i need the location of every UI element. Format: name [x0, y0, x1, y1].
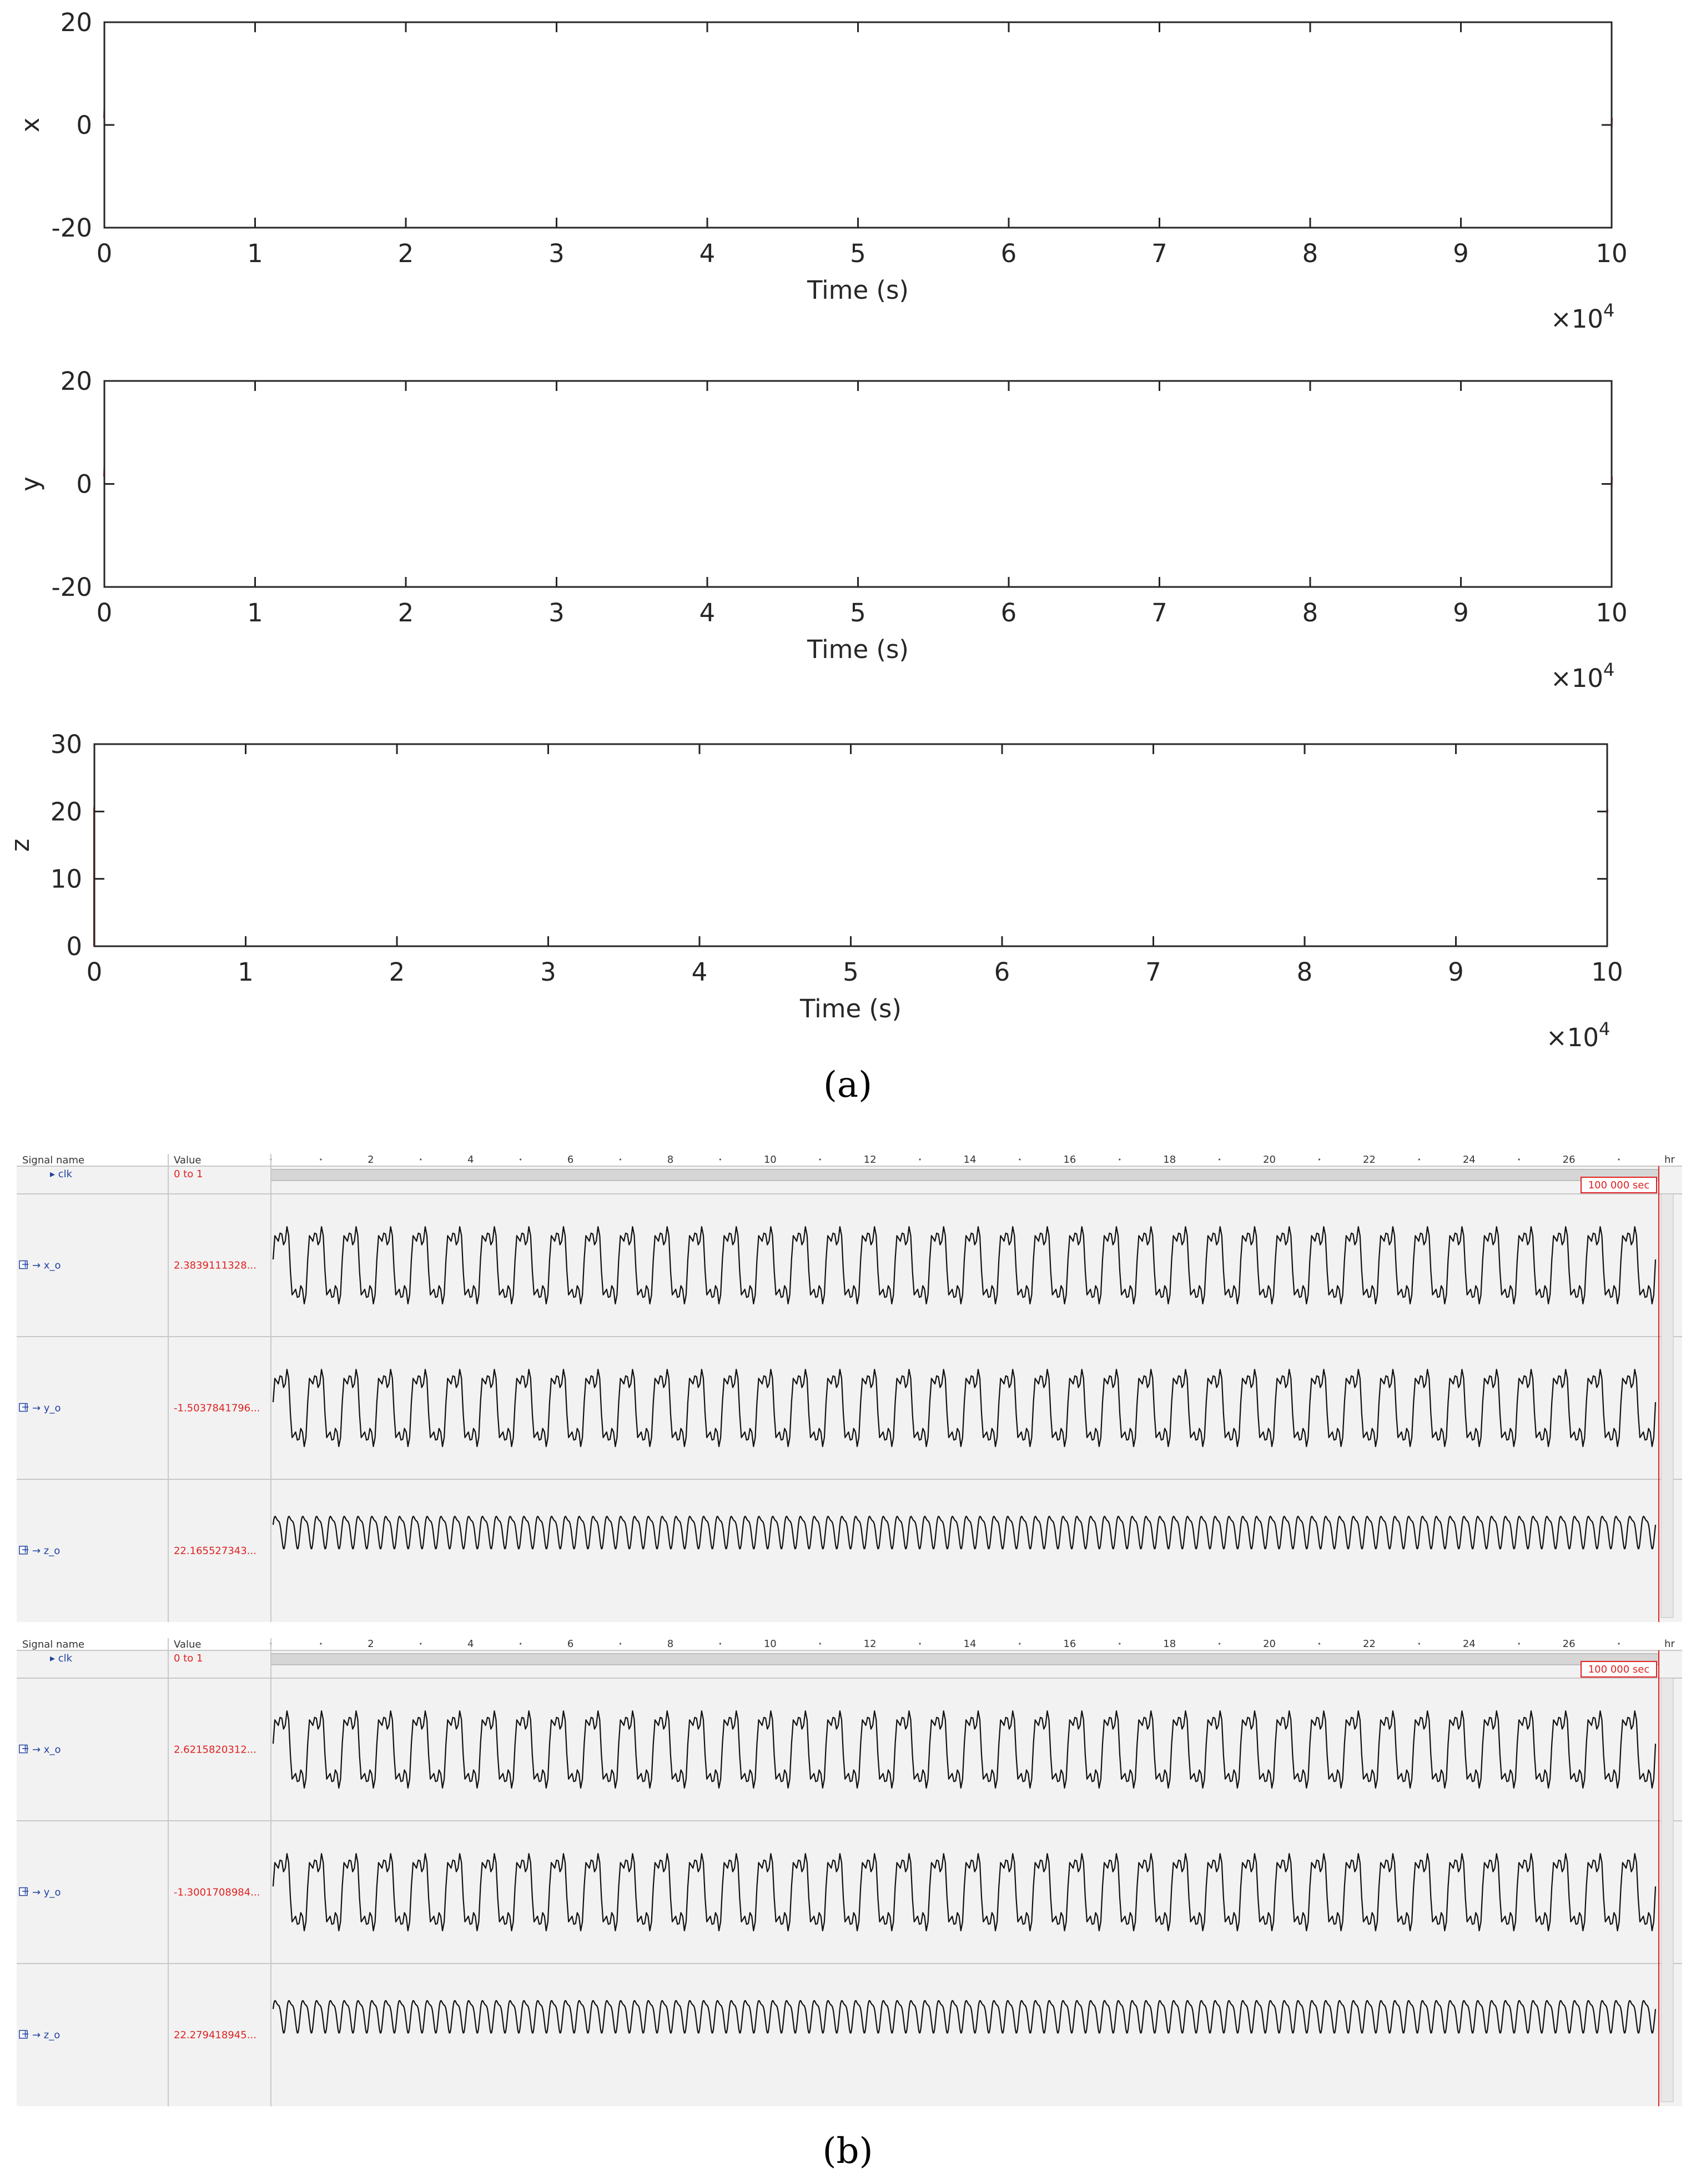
ruler-label[interactable]: 14 [963, 1154, 977, 1166]
x-tick-label: 1 [238, 957, 254, 987]
x-axis-label: Time (s) [807, 275, 909, 305]
x-tick-label: 8 [1302, 598, 1318, 627]
x-tick-label: 10 [1591, 957, 1623, 987]
x-multiplier: $\times 10^4$ [1551, 300, 1615, 334]
ruler-label[interactable]: 8 [667, 1638, 674, 1650]
signal-name[interactable]: → y_o [32, 1402, 61, 1414]
ruler-dot [1219, 1158, 1220, 1160]
ruler-label[interactable]: 18 [1163, 1638, 1176, 1650]
x-tick-label: 2 [397, 239, 414, 268]
ruler-dot [919, 1158, 920, 1160]
ruler-label[interactable]: 12 [863, 1154, 877, 1166]
vertical-scrollbar[interactable] [1661, 1678, 1673, 2102]
ruler-dot [620, 1158, 621, 1160]
header-row [17, 1154, 1682, 1166]
ruler-dot [1518, 1643, 1520, 1644]
ruler-dot [1119, 1643, 1120, 1644]
clk-value: 0 to 1 [174, 1168, 203, 1180]
ruler-dot [620, 1643, 621, 1644]
simulator-waveforms [17, 1154, 1682, 2106]
ruler-dot [1219, 1643, 1220, 1644]
ruler-label[interactable]: 26 [1562, 1638, 1576, 1650]
plus-icon: + [21, 1258, 30, 1271]
ruler-unit: hr [1664, 1154, 1675, 1166]
ruler-label[interactable]: 4 [467, 1154, 474, 1166]
x-tick-label: 5 [850, 598, 866, 627]
ruler-label[interactable]: 24 [1462, 1638, 1476, 1650]
value-header: Value [174, 1154, 202, 1166]
x-tick-label: 5 [850, 239, 866, 268]
x-multiplier: $\times 10^4$ [1546, 1018, 1611, 1052]
plus-icon: + [21, 1544, 30, 1556]
ruler-label[interactable]: 6 [567, 1154, 574, 1166]
ruler-label[interactable]: 14 [963, 1638, 977, 1650]
signal-name[interactable]: → x_o [32, 1744, 61, 1756]
x-tick-label: 8 [1296, 957, 1313, 987]
ruler-label[interactable]: 22 [1362, 1638, 1376, 1650]
x-multiplier: $\times 10^4$ [1551, 659, 1615, 693]
ruler-dot [1418, 1158, 1420, 1160]
figure-label-b: (b) [822, 2131, 873, 2172]
waveform-panel [17, 1154, 1682, 1622]
plot-frame [104, 381, 1612, 587]
signal-value: -1.5037841796... [174, 1402, 260, 1414]
x-tick-label: 2 [389, 957, 405, 987]
signal-value: -1.3001708984... [174, 1886, 260, 1899]
x-tick-label: 7 [1145, 957, 1161, 987]
signal-name[interactable]: → z_o [32, 2029, 61, 2041]
ruler-dot [320, 1158, 321, 1160]
ruler-label[interactable]: 10 [763, 1154, 777, 1166]
plus-icon: + [21, 2028, 30, 2040]
ruler-dot [1318, 1643, 1320, 1644]
signal-name[interactable]: → y_o [32, 1886, 61, 1899]
x-tick-label: 8 [1302, 239, 1318, 268]
x-tick-label: 1 [247, 239, 263, 268]
plot-frame [94, 744, 1607, 946]
x-axis-label: Time (s) [800, 994, 902, 1023]
ruler-dot [420, 1158, 421, 1160]
ruler-label[interactable]: 10 [763, 1638, 777, 1650]
clk-value: 0 to 1 [174, 1653, 203, 1664]
panel-background [17, 1154, 1682, 1622]
ruler-label[interactable]: 18 [1163, 1154, 1176, 1166]
ruler-label[interactable]: 6 [567, 1638, 574, 1650]
x-tick-label: 4 [691, 957, 708, 987]
x-tick-label: 3 [540, 957, 556, 987]
value-header: Value [174, 1639, 202, 1650]
plus-icon: + [21, 1401, 30, 1413]
y-axis-label: z [6, 839, 35, 852]
matlab-plots [6, 8, 1628, 1052]
x-tick-label: 10 [1596, 239, 1628, 268]
plot-frame [104, 22, 1612, 228]
ruler-dot [520, 1643, 521, 1644]
ruler-dot [1019, 1158, 1020, 1160]
y-tick-label: 20 [50, 797, 82, 827]
x-tick-label: 9 [1453, 598, 1469, 627]
x-tick-label: 2 [397, 598, 414, 627]
ruler-dot [1418, 1643, 1420, 1644]
y-tick-label: 20 [60, 8, 92, 37]
y-tick-label: 20 [60, 366, 92, 396]
clk-name[interactable]: ▸ clk [50, 1168, 73, 1180]
x-tick-label: 4 [699, 598, 716, 627]
ruler-label[interactable]: 2 [368, 1638, 374, 1650]
signal-name[interactable]: → z_o [32, 1545, 61, 1557]
x-tick-label: 0 [96, 239, 113, 268]
signal-value: 2.6215820312... [174, 1744, 256, 1756]
x-tick-label: 3 [548, 239, 565, 268]
x-tick-label: 9 [1453, 239, 1469, 268]
ruler-dot [1019, 1643, 1020, 1644]
signal-name[interactable]: → x_o [32, 1259, 61, 1272]
x-axis-label: Time (s) [807, 635, 909, 664]
ruler-dot [819, 1643, 821, 1644]
ruler-label[interactable]: 12 [863, 1638, 877, 1650]
ruler-dot [1518, 1158, 1520, 1160]
signal-value: 2.3839111328... [174, 1259, 256, 1272]
x-tick-label: 5 [843, 957, 859, 987]
x-tick-label: 0 [86, 957, 103, 987]
ruler-label[interactable]: 16 [1063, 1154, 1076, 1166]
y-tick-label: 0 [66, 932, 82, 961]
x-tick-label: 10 [1596, 598, 1628, 627]
y-tick-label: 30 [50, 730, 82, 759]
ruler-dot [420, 1643, 421, 1644]
ruler-label[interactable]: 8 [667, 1154, 674, 1166]
ruler-label[interactable]: 16 [1063, 1638, 1076, 1650]
z-plot [6, 730, 1623, 1052]
ruler-dot [719, 1158, 721, 1160]
x-tick-label: 7 [1151, 598, 1167, 627]
y-tick-label: -20 [51, 213, 92, 243]
clk-wave [271, 1654, 1659, 1665]
x-tick-label: 4 [699, 239, 716, 268]
y-tick-label: 0 [76, 469, 92, 499]
y-axis-label: y [16, 476, 45, 491]
plus-icon: + [21, 1885, 30, 1897]
ruler-dot [919, 1643, 920, 1644]
x-tick-label: 6 [1000, 598, 1017, 627]
y-axis-label: x [16, 117, 45, 133]
x-plot [16, 8, 1628, 334]
clk-name[interactable]: ▸ clk [50, 1653, 73, 1664]
ruler-unit: hr [1664, 1638, 1675, 1650]
ruler-dot [1318, 1158, 1320, 1160]
x-tick-label: 3 [548, 598, 565, 627]
signal-name-header: Signal name [22, 1154, 85, 1166]
ruler-label[interactable]: 26 [1562, 1154, 1576, 1166]
x-tick-label: 1 [247, 598, 263, 627]
y-tick-label: -20 [51, 573, 92, 602]
cursor-label: 100 000 sec [1588, 1179, 1650, 1191]
y-plot [16, 366, 1628, 693]
ruler-dot [520, 1158, 521, 1160]
y-tick-label: 0 [76, 111, 92, 140]
signal-name-header: Signal name [22, 1639, 85, 1650]
plus-icon: + [21, 1743, 30, 1755]
ruler-label[interactable]: 20 [1263, 1154, 1276, 1166]
ruler-label[interactable]: 24 [1462, 1154, 1476, 1166]
header-row [17, 1638, 1682, 1650]
panel-background [17, 1638, 1682, 2106]
x-tick-label: 9 [1448, 957, 1464, 987]
x-tick-label: 7 [1151, 239, 1167, 268]
signal-value: 22.279418945... [174, 2029, 256, 2041]
ruler-dot [1618, 1643, 1619, 1644]
ruler-dot [320, 1643, 321, 1644]
ruler-dot [719, 1643, 721, 1644]
ruler-label[interactable]: 22 [1362, 1154, 1376, 1166]
ruler-dot [1119, 1158, 1120, 1160]
ruler-label[interactable]: 20 [1263, 1638, 1276, 1650]
x-tick-label: 0 [96, 598, 113, 627]
signal-value: 22.165527343... [174, 1545, 256, 1557]
clk-wave [271, 1169, 1659, 1181]
vertical-scrollbar[interactable] [1661, 1194, 1673, 1618]
y-tick-label: 10 [50, 864, 82, 894]
cursor-label: 100 000 sec [1588, 1664, 1650, 1675]
ruler-label[interactable]: 4 [467, 1638, 474, 1650]
x-tick-label: 6 [994, 957, 1010, 987]
ruler-dot [1618, 1158, 1619, 1160]
figure-label-a: (a) [823, 1065, 873, 1106]
ruler-dot [819, 1158, 821, 1160]
waveform-panel [17, 1638, 1682, 2106]
x-tick-label: 6 [1000, 239, 1017, 268]
ruler-label[interactable]: 2 [368, 1154, 374, 1166]
